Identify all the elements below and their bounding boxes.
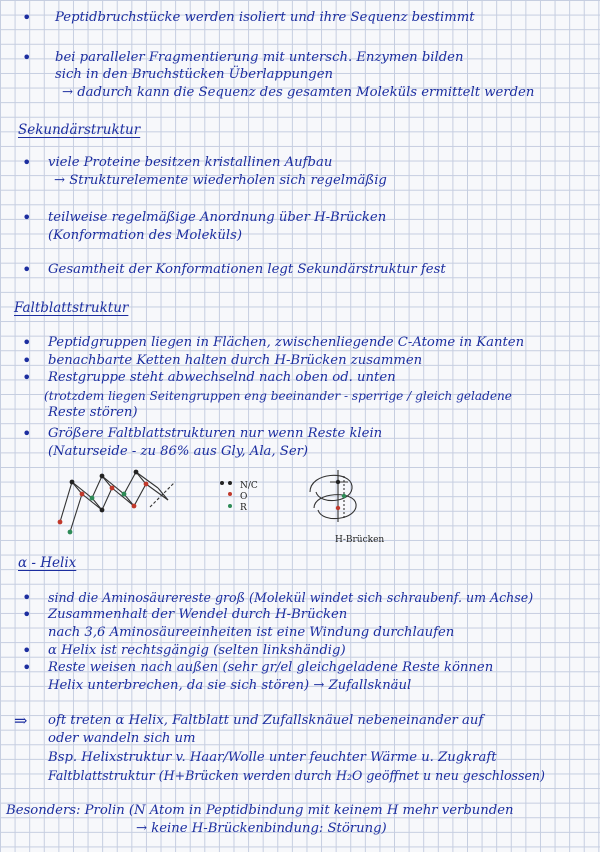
bullet: •: [22, 658, 32, 677]
faltblatt-b3-line-1: Restgruppe steht abwechselnd nach oben od. unten: [48, 370, 396, 385]
label-h-bruecken: H-Brücken: [335, 535, 385, 545]
helix-b4-line-1: Reste weisen nach außen (sehr gr/el gleichgeladene Reste können: [48, 660, 494, 675]
summary-line-3: Bsp. Helixstruktur v. Haar/Wolle unter feuchter Wärme u. Zugkraft: [48, 750, 497, 765]
summary-line-2: oder wandeln sich um: [48, 731, 196, 746]
sekundaer-b2-line-2: (Konformation des Moleküls): [48, 228, 242, 243]
bullet: •: [22, 333, 32, 352]
helix-b4-line-2: Helix unterbrechen, da sie sich stören) → Zufallsknäul: [48, 678, 412, 693]
besonders-line-2: → keine H-Brückenbindung: Störung): [136, 821, 387, 836]
intro-line-3: sich in den Bruchstücken Überlappungen: [55, 67, 334, 82]
faltblatt-b4-line-1: Größere Faltblattstrukturen nur wenn Reste klein: [48, 426, 383, 441]
faltblatt-b2: benachbarte Ketten halten durch H-Brücken zusammen: [48, 353, 423, 368]
legend-nc: N/C: [240, 481, 258, 491]
bullet: •: [22, 588, 32, 607]
intro-line-1: Peptidbruchstücke werden isoliert und ihre Sequenz bestimmt: [55, 10, 475, 25]
helix-sketch: [300, 462, 370, 532]
bullet: •: [22, 153, 32, 172]
helix-b2-line-1: Zusammenhalt der Wendel durch H-Brücken: [48, 607, 348, 622]
bullet: •: [22, 641, 32, 660]
sekundaer-b1-line-1: viele Proteine besitzen kristallinen Aufbau: [48, 155, 333, 170]
bullet: •: [22, 351, 32, 370]
bullet: •: [22, 208, 32, 227]
faltblatt-b1: Peptidgruppen liegen in Flächen, zwischenliegende C-Atome in Kanten: [48, 335, 525, 350]
bullet: •: [22, 48, 32, 67]
bullet: •: [22, 260, 32, 279]
summary-line-4: Faltblattstruktur (H+Brücken werden durch H₂O geöffnet u neu geschlossen): [48, 768, 545, 783]
heading-sekundaerstruktur: Sekundärstruktur: [18, 122, 141, 138]
legend-r: R: [240, 503, 247, 513]
bullet: •: [22, 8, 32, 27]
sekundaer-b1-line-2: → Strukturelemente wiederholen sich regelmäßig: [54, 173, 387, 188]
arrow-bullet: ⇒: [14, 711, 28, 730]
sekundaer-b3-line-1: Gesamtheit der Konformationen legt Sekundärstruktur fest: [48, 262, 446, 277]
intro-line-2: bei paralleler Fragmentierung mit untersch. Enzymen bilden: [55, 50, 464, 65]
besonders-line-1: Besonders: Prolin (N Atom in Peptidbindung mit keinem H mehr verbunden: [6, 803, 514, 818]
summary-line-1: oft treten α Helix, Faltblatt und Zufallsknäuel nebeneinander auf: [48, 713, 484, 728]
helix-b1: sind die Aminosäurereste groß (Molekül windet sich schraubenf. um Achse): [48, 590, 534, 605]
faltblatt-b4-line-2: (Naturseide - zu 86% aus Gly, Ala, Ser): [48, 444, 309, 459]
heading-faltblattstruktur: Faltblattstruktur: [14, 300, 129, 316]
heading-alpha-helix: α - Helix: [18, 555, 77, 571]
sekundaer-b2-line-1: teilweise regelmäßige Anordnung über H-Brücken: [48, 210, 387, 225]
bullet: •: [22, 605, 32, 624]
bullet: •: [22, 368, 32, 387]
faltblatt-b3-line-2: (trotzdem liegen Seitengruppen eng beeinander - sperrige / gleich geladene: [44, 389, 512, 403]
faltblatt-b3-line-3: Reste stören): [48, 405, 138, 420]
sketch-legend-markers: [218, 478, 238, 514]
intro-line-4: → dadurch kann die Sequenz des gesamten Moleküls ermittelt werden: [62, 85, 535, 100]
legend-o: O: [240, 492, 248, 502]
helix-b2-line-2: nach 3,6 Aminosäureeinheiten ist eine Windung durchlaufen: [48, 625, 455, 640]
helix-b3: α Helix ist rechtsgängig (selten linkshändig): [48, 643, 346, 658]
bullet: •: [22, 424, 32, 443]
faltblatt-sketch: [40, 462, 190, 542]
